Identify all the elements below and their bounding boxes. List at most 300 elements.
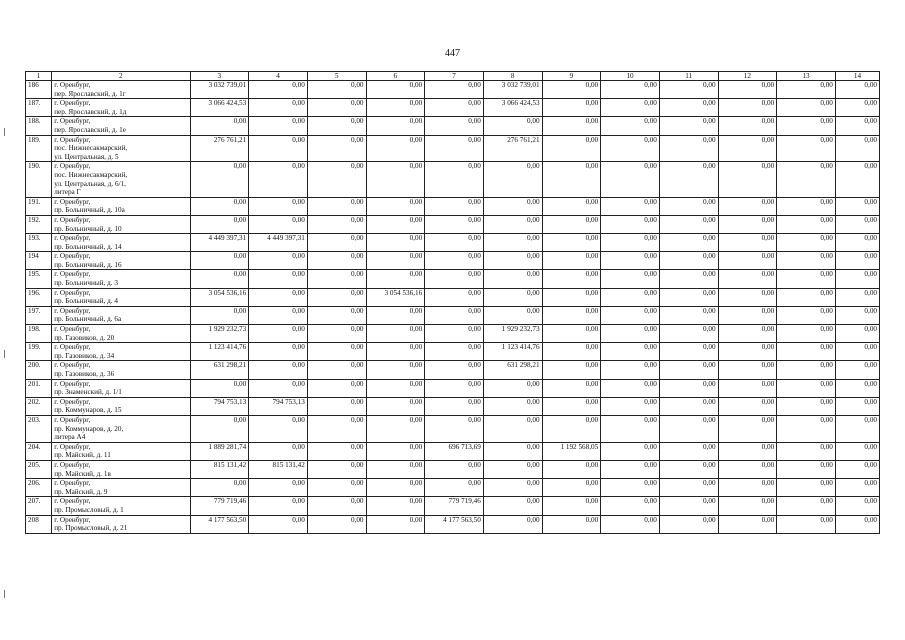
value-cell: 0,00 bbox=[542, 162, 601, 197]
value-cell: 0,00 bbox=[542, 343, 601, 361]
value-cell: 0,00 bbox=[542, 215, 601, 233]
value-cell: 0,00 bbox=[425, 361, 484, 379]
value-cell: 0,00 bbox=[190, 197, 249, 215]
value-cell: 0,00 bbox=[835, 234, 879, 252]
value-cell: 779 719,46 bbox=[190, 497, 249, 515]
value-cell: 0,00 bbox=[659, 460, 718, 478]
value-cell: 0,00 bbox=[307, 252, 366, 270]
value-cell: 0,00 bbox=[542, 497, 601, 515]
address-line: пр. Больничный, д. 10а bbox=[54, 206, 125, 215]
row-number: 200. bbox=[26, 361, 52, 379]
value-cell: 0,00 bbox=[718, 515, 777, 533]
table-row bbox=[26, 415, 880, 442]
address-line: пр. Больничный, д. 3 bbox=[54, 279, 118, 288]
value-cell: 0,00 bbox=[601, 234, 660, 252]
value-cell: 0,00 bbox=[366, 325, 425, 343]
address-line: пр. Промысловый, д. 1 bbox=[54, 505, 124, 514]
table-row bbox=[26, 117, 880, 135]
column-header: 14 bbox=[835, 72, 879, 81]
value-cell: 0,00 bbox=[307, 197, 366, 215]
value-cell: 0,00 bbox=[190, 215, 249, 233]
value-cell: 0,00 bbox=[718, 415, 777, 442]
value-cell: 0,00 bbox=[425, 234, 484, 252]
value-cell: 0,00 bbox=[835, 325, 879, 343]
row-number: 205. bbox=[26, 460, 52, 478]
value-cell: 0,00 bbox=[777, 415, 836, 442]
column-header: 6 bbox=[366, 72, 425, 81]
address-line: пр. Промысловый, д. 21 bbox=[54, 524, 128, 533]
table-row bbox=[26, 215, 880, 233]
value-cell: 276 761,21 bbox=[483, 135, 542, 162]
value-cell: 0,00 bbox=[718, 479, 777, 497]
address-line: г. Оренбург, bbox=[54, 343, 91, 352]
address-line: литера А4 bbox=[54, 433, 86, 442]
value-cell: 0,00 bbox=[307, 379, 366, 397]
value-cell: 0,00 bbox=[777, 288, 836, 306]
value-cell: 0,00 bbox=[659, 117, 718, 135]
value-cell: 0,00 bbox=[601, 162, 660, 197]
value-cell: 0,00 bbox=[718, 215, 777, 233]
value-cell: 0,00 bbox=[777, 361, 836, 379]
value-cell: 0,00 bbox=[483, 234, 542, 252]
value-cell: 0,00 bbox=[777, 343, 836, 361]
address-line: пр. Больничный, д. 4 bbox=[54, 297, 118, 306]
value-cell: 0,00 bbox=[542, 234, 601, 252]
value-cell: 0,00 bbox=[718, 99, 777, 117]
address-line: г. Оренбург, bbox=[54, 215, 91, 224]
value-cell: 0,00 bbox=[718, 81, 777, 99]
value-cell: 0,00 bbox=[249, 135, 308, 162]
value-cell: 0,00 bbox=[307, 415, 366, 442]
value-cell: 0,00 bbox=[777, 379, 836, 397]
column-header: 13 bbox=[777, 72, 836, 81]
row-number: 188. bbox=[26, 117, 52, 135]
address-cell bbox=[52, 361, 190, 379]
value-cell: 0,00 bbox=[835, 460, 879, 478]
value-cell: 0,00 bbox=[483, 442, 542, 460]
value-cell: 0,00 bbox=[249, 442, 308, 460]
value-cell: 0,00 bbox=[307, 162, 366, 197]
address-line: литера Г bbox=[54, 188, 81, 197]
value-cell: 0,00 bbox=[835, 343, 879, 361]
value-cell: 0,00 bbox=[659, 288, 718, 306]
value-cell: 0,00 bbox=[659, 361, 718, 379]
value-cell: 0,00 bbox=[425, 460, 484, 478]
value-cell: 0,00 bbox=[777, 515, 836, 533]
table-row bbox=[26, 288, 880, 306]
table-row bbox=[26, 479, 880, 497]
value-cell: 0,00 bbox=[835, 288, 879, 306]
address-line: г. Оренбург, bbox=[54, 442, 91, 451]
row-number: 192. bbox=[26, 215, 52, 233]
value-cell: 0,00 bbox=[249, 415, 308, 442]
value-cell: 4 449 397,31 bbox=[190, 234, 249, 252]
value-cell: 0,00 bbox=[835, 415, 879, 442]
address-line: г. Оренбург, bbox=[54, 252, 91, 261]
value-cell: 0,00 bbox=[483, 515, 542, 533]
column-header: 2 bbox=[52, 72, 190, 81]
value-cell: 0,00 bbox=[835, 135, 879, 162]
address-line: г. Оренбург, bbox=[54, 415, 91, 424]
address-cell bbox=[52, 343, 190, 361]
table-row bbox=[26, 252, 880, 270]
value-cell: 0,00 bbox=[366, 135, 425, 162]
value-cell: 0,00 bbox=[835, 361, 879, 379]
value-cell: 631 298,21 bbox=[190, 361, 249, 379]
data-table bbox=[25, 71, 880, 534]
address-line: пр. Газовиков, д. 20 bbox=[54, 333, 115, 342]
value-cell: 0,00 bbox=[307, 99, 366, 117]
address-line: пр. Знаменский, д. 1/1 bbox=[54, 388, 122, 397]
address-cell bbox=[52, 234, 190, 252]
value-cell: 0,00 bbox=[718, 117, 777, 135]
value-cell: 0,00 bbox=[777, 252, 836, 270]
value-cell: 0,00 bbox=[483, 117, 542, 135]
value-cell: 0,00 bbox=[659, 497, 718, 515]
value-cell: 0,00 bbox=[601, 288, 660, 306]
row-number: 190. bbox=[26, 162, 52, 197]
value-cell: 0,00 bbox=[601, 135, 660, 162]
address-line: пр. Коммунаров, д. 20, bbox=[54, 424, 124, 433]
value-cell: 0,00 bbox=[425, 197, 484, 215]
value-cell: 0,00 bbox=[542, 460, 601, 478]
value-cell: 0,00 bbox=[542, 288, 601, 306]
value-cell: 0,00 bbox=[249, 215, 308, 233]
value-cell: 0,00 bbox=[659, 135, 718, 162]
value-cell: 0,00 bbox=[659, 99, 718, 117]
value-cell: 0,00 bbox=[249, 497, 308, 515]
value-cell: 0,00 bbox=[718, 497, 777, 515]
value-cell: 0,00 bbox=[483, 288, 542, 306]
value-cell: 0,00 bbox=[542, 325, 601, 343]
column-header: 1 bbox=[26, 72, 52, 81]
value-cell: 0,00 bbox=[601, 343, 660, 361]
row-number: 199. bbox=[26, 343, 52, 361]
binding-mark bbox=[4, 590, 5, 598]
address-cell bbox=[52, 479, 190, 497]
value-cell: 0,00 bbox=[366, 270, 425, 288]
value-cell: 0,00 bbox=[718, 162, 777, 197]
value-cell: 1 123 414,76 bbox=[190, 343, 249, 361]
value-cell: 0,00 bbox=[718, 460, 777, 478]
address-cell bbox=[52, 379, 190, 397]
address-cell bbox=[52, 135, 190, 162]
value-cell: 0,00 bbox=[601, 415, 660, 442]
table-row bbox=[26, 306, 880, 324]
address-line: ул. Центральная, д. 5 bbox=[54, 152, 119, 161]
address-line: ул. Центральная, д. 6/1, bbox=[54, 179, 126, 188]
address-cell bbox=[52, 497, 190, 515]
value-cell: 0,00 bbox=[249, 117, 308, 135]
value-cell: 0,00 bbox=[249, 162, 308, 197]
address-cell bbox=[52, 215, 190, 233]
value-cell: 0,00 bbox=[542, 379, 601, 397]
value-cell: 0,00 bbox=[835, 442, 879, 460]
value-cell: 0,00 bbox=[483, 215, 542, 233]
value-cell: 0,00 bbox=[307, 325, 366, 343]
row-number: 191. bbox=[26, 197, 52, 215]
value-cell: 0,00 bbox=[601, 379, 660, 397]
row-number: 208 bbox=[26, 515, 52, 533]
value-cell: 0,00 bbox=[835, 306, 879, 324]
address-line: г. Оренбург, bbox=[54, 479, 91, 488]
value-cell: 0,00 bbox=[366, 442, 425, 460]
value-cell: 0,00 bbox=[718, 306, 777, 324]
value-cell: 0,00 bbox=[366, 306, 425, 324]
column-header: 11 bbox=[659, 72, 718, 81]
value-cell: 0,00 bbox=[483, 162, 542, 197]
address-cell bbox=[52, 288, 190, 306]
value-cell: 0,00 bbox=[835, 479, 879, 497]
address-cell bbox=[52, 460, 190, 478]
value-cell: 0,00 bbox=[366, 234, 425, 252]
value-cell: 0,00 bbox=[542, 515, 601, 533]
value-cell: 0,00 bbox=[190, 270, 249, 288]
address-line: г. Оренбург, bbox=[54, 117, 91, 126]
address-line: г. Оренбург, bbox=[54, 288, 91, 297]
row-number: 197. bbox=[26, 306, 52, 324]
value-cell: 0,00 bbox=[483, 306, 542, 324]
address-line: пер. Ярославский, д. 1г bbox=[54, 89, 126, 98]
value-cell: 0,00 bbox=[777, 442, 836, 460]
value-cell: 0,00 bbox=[483, 379, 542, 397]
value-cell: 0,00 bbox=[483, 497, 542, 515]
value-cell: 0,00 bbox=[190, 162, 249, 197]
table-row bbox=[26, 99, 880, 117]
value-cell: 0,00 bbox=[307, 135, 366, 162]
value-cell: 0,00 bbox=[659, 197, 718, 215]
address-line: г. Оренбург, bbox=[54, 234, 91, 243]
value-cell: 0,00 bbox=[249, 306, 308, 324]
value-cell: 0,00 bbox=[777, 135, 836, 162]
value-cell: 0,00 bbox=[601, 306, 660, 324]
value-cell: 0,00 bbox=[835, 379, 879, 397]
value-cell: 3 032 739,01 bbox=[190, 81, 249, 99]
address-cell bbox=[52, 515, 190, 533]
address-line: г. Оренбург, bbox=[54, 361, 91, 370]
value-cell: 0,00 bbox=[425, 252, 484, 270]
address-line: пер. Ярославский, д. 1е bbox=[54, 125, 126, 134]
address-line: пр. Больничный, д. 14 bbox=[54, 242, 122, 251]
table-row bbox=[26, 162, 880, 197]
value-cell: 0,00 bbox=[718, 397, 777, 415]
value-cell: 1 929 232,73 bbox=[190, 325, 249, 343]
value-cell: 1 889 281,74 bbox=[190, 442, 249, 460]
value-cell: 1 192 568,05 bbox=[542, 442, 601, 460]
value-cell: 0,00 bbox=[601, 497, 660, 515]
value-cell: 0,00 bbox=[659, 215, 718, 233]
value-cell: 0,00 bbox=[366, 497, 425, 515]
value-cell: 0,00 bbox=[601, 442, 660, 460]
row-number: 206. bbox=[26, 479, 52, 497]
address-cell bbox=[52, 325, 190, 343]
value-cell: 0,00 bbox=[777, 397, 836, 415]
row-number: 194 bbox=[26, 252, 52, 270]
row-number: 207. bbox=[26, 497, 52, 515]
value-cell: 0,00 bbox=[601, 252, 660, 270]
value-cell: 3 054 536,16 bbox=[190, 288, 249, 306]
value-cell: 0,00 bbox=[835, 197, 879, 215]
address-line: пер. Ярославский, д. 1д bbox=[54, 107, 127, 116]
value-cell: 0,00 bbox=[425, 397, 484, 415]
value-cell: 0,00 bbox=[307, 81, 366, 99]
value-cell: 0,00 bbox=[425, 288, 484, 306]
value-cell: 0,00 bbox=[366, 81, 425, 99]
value-cell: 0,00 bbox=[777, 497, 836, 515]
value-cell: 0,00 bbox=[542, 397, 601, 415]
value-cell: 0,00 bbox=[425, 270, 484, 288]
value-cell: 0,00 bbox=[601, 197, 660, 215]
value-cell: 0,00 bbox=[366, 361, 425, 379]
value-cell: 0,00 bbox=[307, 460, 366, 478]
value-cell: 0,00 bbox=[425, 215, 484, 233]
value-cell: 0,00 bbox=[483, 270, 542, 288]
value-cell: 815 131,42 bbox=[190, 460, 249, 478]
value-cell: 0,00 bbox=[542, 99, 601, 117]
value-cell: 0,00 bbox=[542, 479, 601, 497]
value-cell: 0,00 bbox=[542, 415, 601, 442]
column-header: 8 bbox=[483, 72, 542, 81]
value-cell: 0,00 bbox=[483, 479, 542, 497]
value-cell: 0,00 bbox=[190, 117, 249, 135]
value-cell: 0,00 bbox=[366, 215, 425, 233]
address-line: г. Оренбург, bbox=[54, 497, 91, 506]
value-cell: 0,00 bbox=[777, 325, 836, 343]
value-cell: 0,00 bbox=[307, 343, 366, 361]
value-cell: 0,00 bbox=[307, 361, 366, 379]
value-cell: 0,00 bbox=[835, 497, 879, 515]
value-cell: 0,00 bbox=[542, 197, 601, 215]
value-cell: 794 753,13 bbox=[249, 397, 308, 415]
value-cell: 0,00 bbox=[307, 515, 366, 533]
value-cell: 0,00 bbox=[835, 215, 879, 233]
row-number: 193. bbox=[26, 234, 52, 252]
value-cell: 0,00 bbox=[366, 460, 425, 478]
value-cell: 0,00 bbox=[307, 442, 366, 460]
address-line: пр. Майский, д. 11 bbox=[54, 451, 111, 460]
value-cell: 0,00 bbox=[249, 343, 308, 361]
address-cell bbox=[52, 252, 190, 270]
value-cell: 0,00 bbox=[542, 117, 601, 135]
address-line: пос. Нижнесакмарский, bbox=[54, 144, 128, 153]
address-line: пр. Больничный, д. 10 bbox=[54, 224, 122, 233]
address-cell bbox=[52, 442, 190, 460]
value-cell: 0,00 bbox=[777, 117, 836, 135]
value-cell: 1 123 414,76 bbox=[483, 343, 542, 361]
row-number: 189. bbox=[26, 135, 52, 162]
value-cell: 0,00 bbox=[601, 397, 660, 415]
value-cell: 0,00 bbox=[601, 325, 660, 343]
value-cell: 0,00 bbox=[425, 379, 484, 397]
value-cell: 0,00 bbox=[425, 479, 484, 497]
value-cell: 0,00 bbox=[718, 325, 777, 343]
address-line: пр. Газовиков, д. 36 bbox=[54, 370, 115, 378]
table-row bbox=[26, 343, 880, 361]
table-row bbox=[26, 197, 880, 215]
value-cell: 0,00 bbox=[366, 343, 425, 361]
value-cell: 0,00 bbox=[190, 479, 249, 497]
value-cell: 0,00 bbox=[777, 81, 836, 99]
column-header: 3 bbox=[190, 72, 249, 81]
address-cell bbox=[52, 270, 190, 288]
address-line: пос. Нижнесакмарский, bbox=[54, 170, 128, 179]
row-number: 196. bbox=[26, 288, 52, 306]
value-cell: 0,00 bbox=[425, 81, 484, 99]
value-cell: 3 066 424,53 bbox=[483, 99, 542, 117]
value-cell: 0,00 bbox=[542, 270, 601, 288]
value-cell: 0,00 bbox=[718, 343, 777, 361]
value-cell: 0,00 bbox=[366, 515, 425, 533]
value-cell: 0,00 bbox=[835, 81, 879, 99]
value-cell: 0,00 bbox=[835, 252, 879, 270]
address-line: г. Оренбург, bbox=[54, 270, 91, 279]
value-cell: 0,00 bbox=[777, 306, 836, 324]
value-cell: 0,00 bbox=[659, 162, 718, 197]
address-cell bbox=[52, 162, 190, 197]
value-cell: 0,00 bbox=[601, 479, 660, 497]
value-cell: 0,00 bbox=[835, 162, 879, 197]
value-cell: 0,00 bbox=[483, 460, 542, 478]
value-cell: 815 131,42 bbox=[249, 460, 308, 478]
value-cell: 4 449 397,31 bbox=[249, 234, 308, 252]
value-cell: 0,00 bbox=[307, 397, 366, 415]
value-cell: 0,00 bbox=[249, 515, 308, 533]
column-header: 12 bbox=[718, 72, 777, 81]
value-cell: 0,00 bbox=[601, 361, 660, 379]
value-cell: 0,00 bbox=[190, 252, 249, 270]
value-cell: 0,00 bbox=[718, 252, 777, 270]
value-cell: 0,00 bbox=[307, 215, 366, 233]
row-number: 198. bbox=[26, 325, 52, 343]
value-cell: 0,00 bbox=[659, 306, 718, 324]
value-cell: 0,00 bbox=[659, 442, 718, 460]
value-cell: 0,00 bbox=[425, 325, 484, 343]
value-cell: 0,00 bbox=[542, 361, 601, 379]
value-cell: 0,00 bbox=[307, 117, 366, 135]
page-number: 447 bbox=[445, 48, 460, 59]
value-cell: 0,00 bbox=[659, 270, 718, 288]
value-cell: 0,00 bbox=[190, 306, 249, 324]
address-line: пр. Больничный, д. 6а bbox=[54, 315, 122, 324]
value-cell: 0,00 bbox=[601, 270, 660, 288]
address-line: г. Оренбург, bbox=[54, 515, 91, 524]
value-cell: 631 298,21 bbox=[483, 361, 542, 379]
value-cell: 0,00 bbox=[366, 117, 425, 135]
value-cell: 0,00 bbox=[542, 252, 601, 270]
value-cell: 0,00 bbox=[307, 234, 366, 252]
address-line: г. Оренбург, bbox=[54, 135, 91, 144]
value-cell: 0,00 bbox=[659, 325, 718, 343]
row-number: 203. bbox=[26, 415, 52, 442]
value-cell: 0,00 bbox=[601, 460, 660, 478]
column-header: 9 bbox=[542, 72, 601, 81]
value-cell: 0,00 bbox=[366, 397, 425, 415]
address-line: пр. Майский, д. 9 bbox=[54, 487, 108, 496]
value-cell: 3 066 424,53 bbox=[190, 99, 249, 117]
column-header: 5 bbox=[307, 72, 366, 81]
value-cell: 0,00 bbox=[777, 197, 836, 215]
address-line: г. Оренбург, bbox=[54, 397, 91, 406]
value-cell: 0,00 bbox=[366, 415, 425, 442]
value-cell: 0,00 bbox=[718, 379, 777, 397]
table-row bbox=[26, 325, 880, 343]
value-cell: 0,00 bbox=[542, 135, 601, 162]
table-header-row bbox=[26, 72, 880, 81]
value-cell: 0,00 bbox=[425, 415, 484, 442]
table-row bbox=[26, 234, 880, 252]
value-cell: 0,00 bbox=[483, 397, 542, 415]
column-header: 4 bbox=[249, 72, 308, 81]
